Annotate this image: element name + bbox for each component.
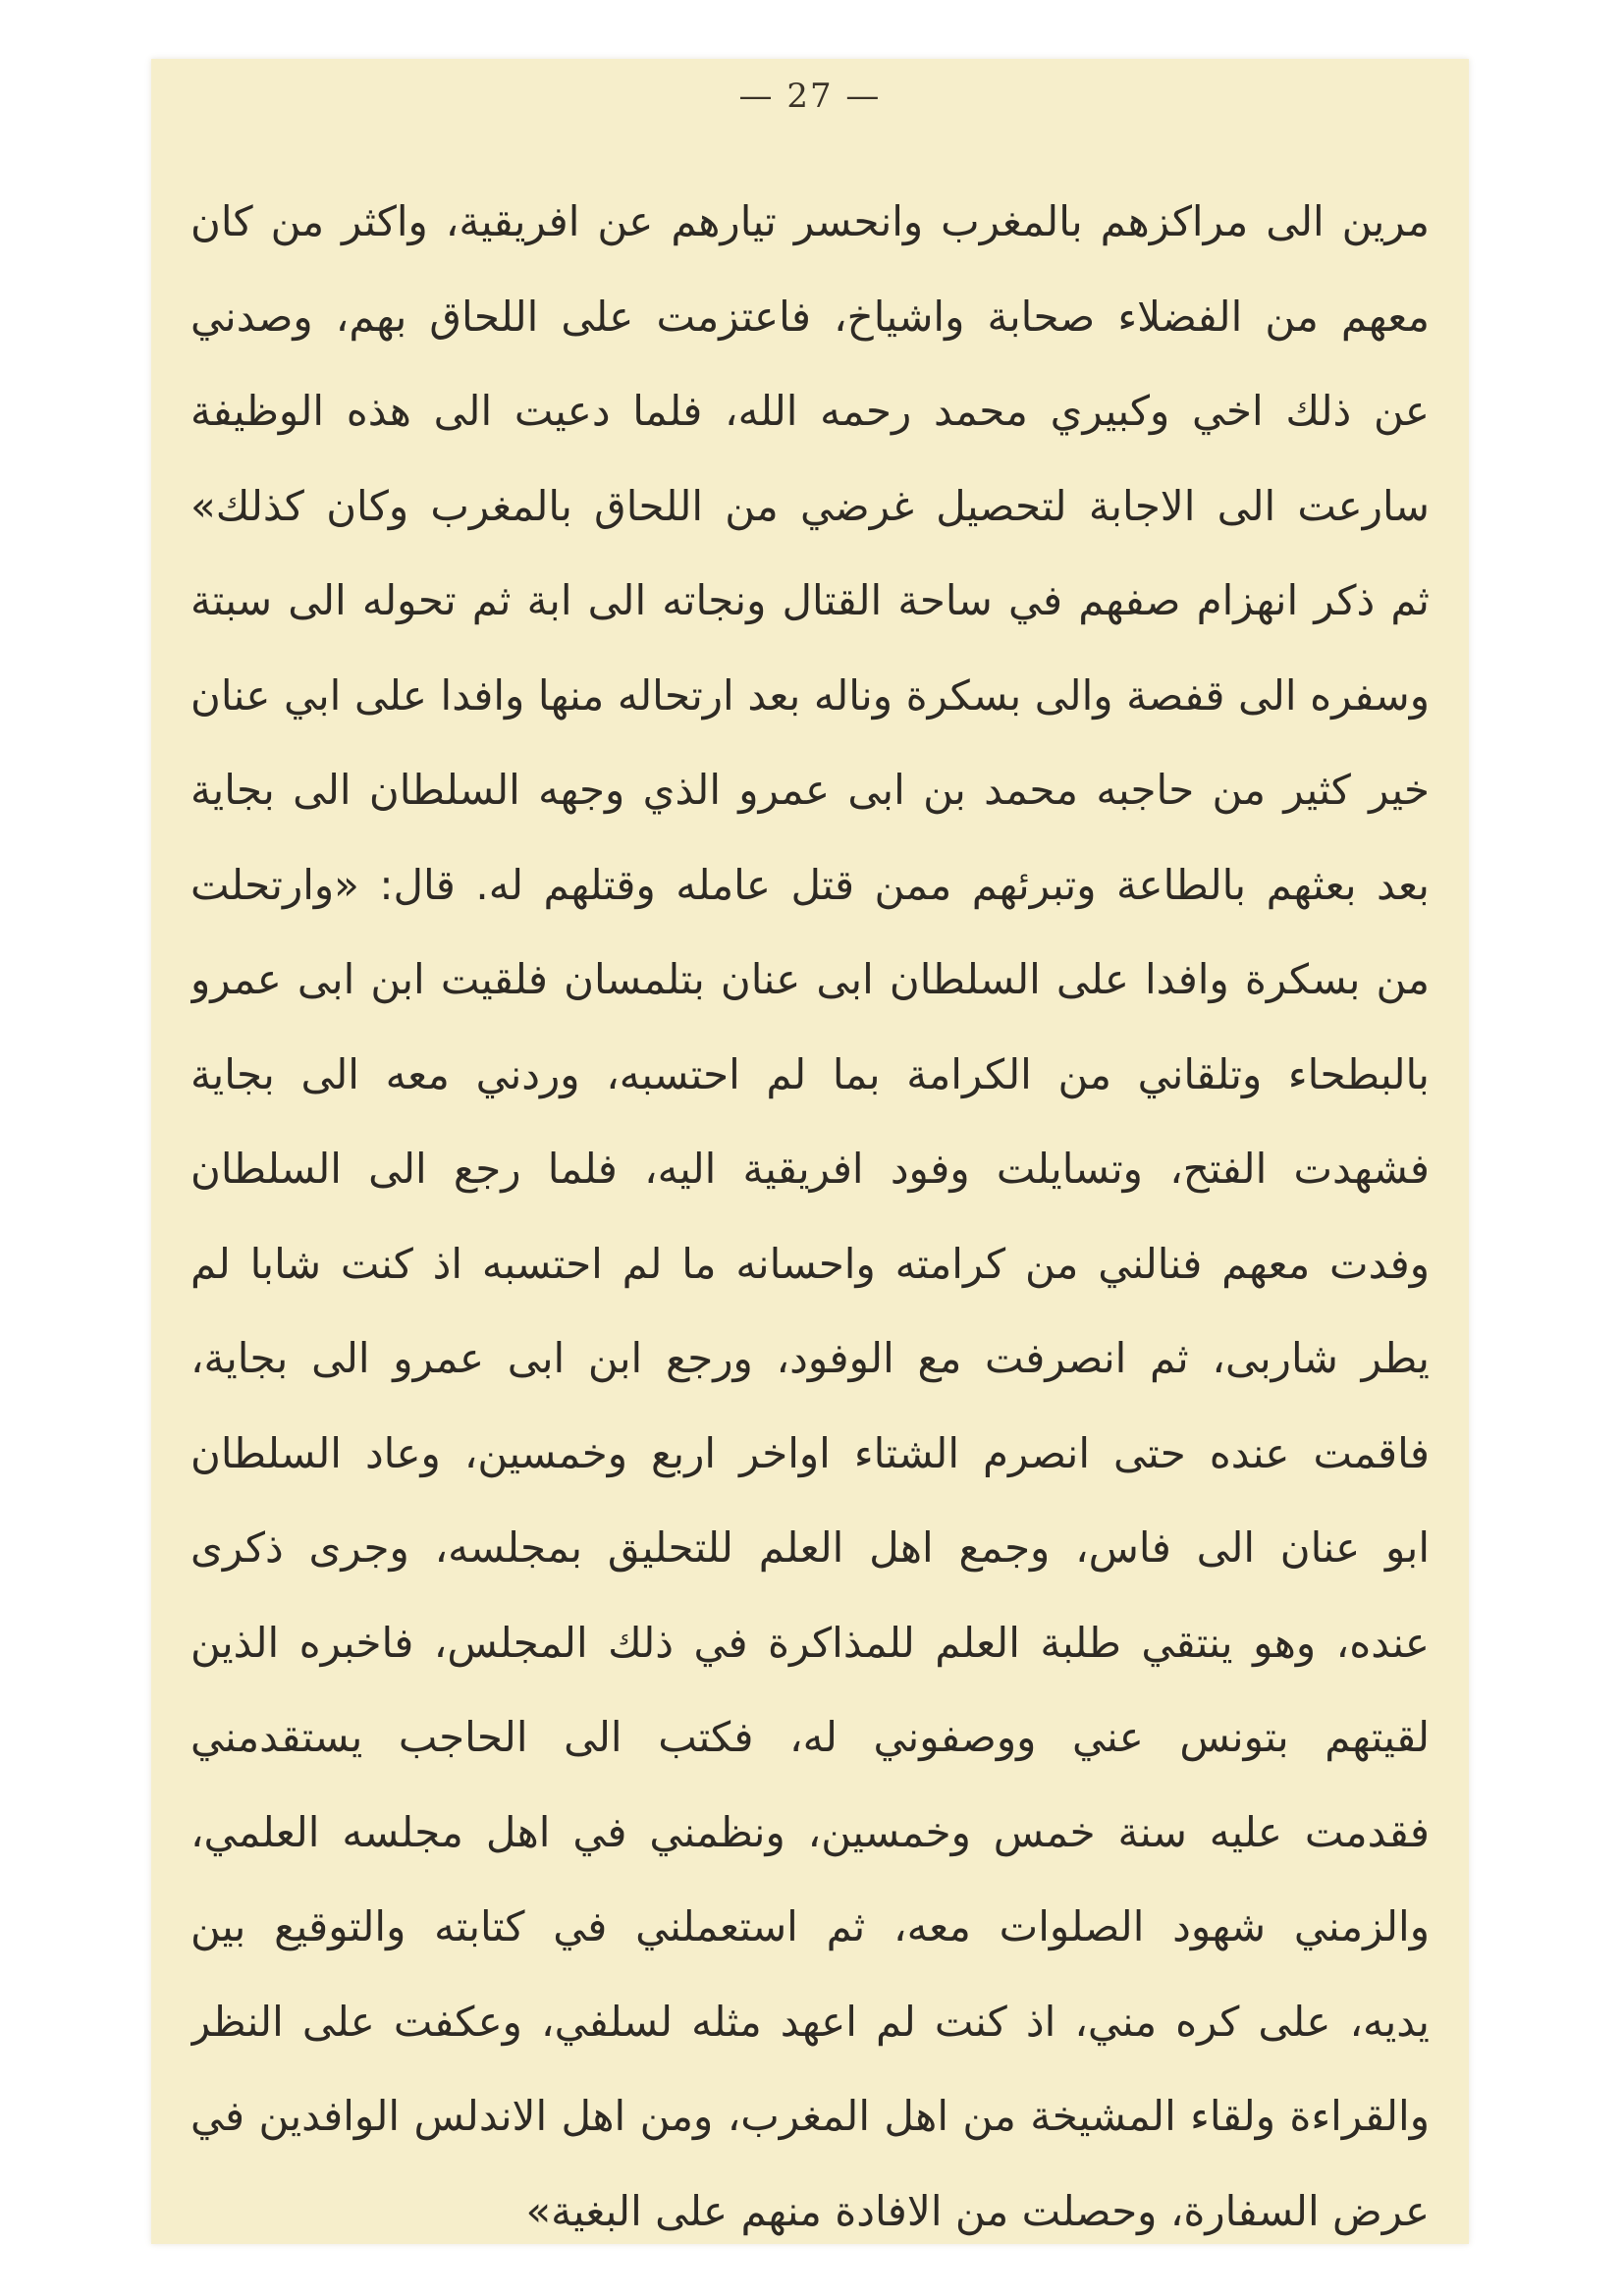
text-line: عرض السفارة، وحصلت من الافادة منهم على البغية» (525, 2186, 1430, 2235)
text-line: مرين الى مراكزهم بالمغرب وانحسر تيارهم عن افريقية، واكثر من كان (190, 197, 1430, 245)
text-line: خير كثير من حاجبه محمد بن ابى عمرو الذي وجهه السلطان الى بجاية (190, 766, 1430, 814)
text-line: والزمني شهود الصلوات معه، ثم استعملني في كتابته والتوقيع بين (190, 1902, 1430, 1950)
text-line: فقدمت عليه سنة خمس وخمسين، ونظمني في اهل مجلسه العلمي، (190, 1807, 1430, 1856)
text-line: ثم ذكر انهزام صفهم في ساحة القتال ونجاته الى ابة ثم تحوله الى سبتة (190, 576, 1430, 624)
text-line: ابو عنان الى فاس، وجمع اهل العلم للتحليق بمجلسه، وجرى ذكرى (190, 1523, 1430, 1572)
text-line: عن ذلك اخي وكبيري محمد رحمه الله، فلما دعيت الى هذه الوظيفة (190, 387, 1430, 435)
scanned-page (151, 59, 1469, 2244)
page-number: — 27 — (738, 77, 882, 116)
text-line: وفدت معهم فنالني من كرامته واحسانه ما لم احتسبه اذ كنت شابا لم (190, 1239, 1430, 1288)
body-text (190, 175, 1430, 2259)
text-line: لقيتهم بتونس عني ووصفوني له، فكتب الى الحاجب يستقدمني (190, 1713, 1430, 1761)
text-line: من بسكرة وافدا على السلطان ابى عنان بتلمسان فلقيت ابن ابى عمرو (190, 955, 1430, 1003)
text-line: بعد بعثهم بالطاعة وتبرئهم ممن قتل عامله وقتلهم له. قال: «وارتحلت (190, 860, 1430, 909)
text-line: معهم من الفضلاء صحابة واشياخ، فاعتزمت على اللحاق بهم، وصدني (190, 292, 1430, 341)
text-line: فشهدت الفتح، وتسايلت وفود افريقية اليه، فلما رجع الى السلطان (190, 1145, 1430, 1193)
text-line: وسفره الى قفصة والى بسكرة وناله بعد ارتحاله منها وافدا على ابي عنان (190, 670, 1430, 720)
text-line: عنده، وهو ينتقي طلبة العلم للمذاكرة في ذلك المجلس، فاخبره الذين (190, 1618, 1430, 1667)
text-line: يديه، على كره مني، اذ كنت لم اعهد مثله لسلفي، وعكفت على النظر (190, 1997, 1430, 2046)
text-line: فاقمت عنده حتى انصرم الشتاء اواخر اربع وخمسين، وعاد السلطان (190, 1428, 1430, 1477)
text-line: سارعت الى الاجابة لتحصيل غرضي من اللحاق بالمغرب وكان كذلك» (190, 481, 1430, 530)
text-line: بالبطحاء وتلقاني من الكرامة بما لم احتسبه، وردني معه الى بجاية (190, 1049, 1430, 1098)
text-line: يطر شاربى، ثم انصرفت مع الوفود، ورجع ابن ابى عمرو الى بجاية، (190, 1334, 1430, 1382)
text-line: والقراءة ولقاء المشيخة من اهل المغرب، ومن اهل الاندلس الوافدين في (190, 2092, 1430, 2140)
